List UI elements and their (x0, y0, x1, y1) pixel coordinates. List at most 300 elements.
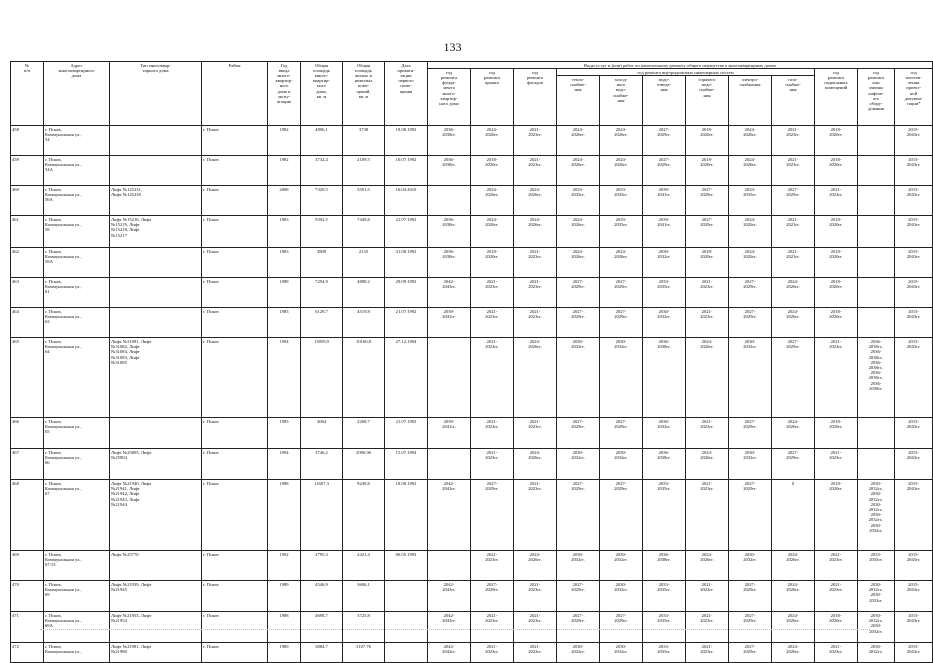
cell-facade: 2024- 2026гг. (514, 186, 557, 216)
cell-n: 468 (11, 480, 44, 551)
cell-facade: 2024- 2026гг. (514, 551, 557, 581)
cell-district: г. Псков (202, 418, 268, 449)
cell-hot: 2027- 2029гг. (686, 186, 729, 216)
cell-roof: 2021- 2023гг. (471, 418, 514, 449)
col-header-electric: электро- снабжения (729, 76, 772, 126)
cell-design: 2015- 2043гг. (895, 156, 933, 186)
cell-facade: 2021- 2023гг. (514, 480, 557, 551)
cell-living: 3738 (343, 126, 385, 156)
cell-facade: 2021- 2023гг. (514, 612, 557, 643)
cell-gas: 2024- 2026гг. (772, 581, 815, 612)
cell-sewer: 2033- 2035гг. (643, 612, 686, 643)
cell-living: 10160,8 (343, 338, 385, 418)
col-header-type: Тип многоквар- тирного дома (110, 62, 202, 126)
col-header-basement: год ремонта подвальных помещений (815, 69, 858, 126)
table-row (11, 126, 933, 156)
cell-sewer: 2039- 2041гг. (643, 186, 686, 216)
cell-roof: 2027- 2029гг. (471, 480, 514, 551)
cell-date: 29.09.1992 (385, 278, 428, 308)
cell-roof: 2021- 2023гг. (471, 449, 514, 480)
cell-foundation (428, 449, 471, 480)
cell-heat: 2027- 2029гг. (557, 308, 600, 338)
table-row (11, 248, 933, 278)
cell-sewer: 2033- 2035гг. (643, 581, 686, 612)
cell-elec: 2027- 2029гг. (729, 612, 772, 643)
cell-hot: 2021- 2023гг. (686, 480, 729, 551)
cell-roof: 2018- 2020гг. (471, 248, 514, 278)
cell-addr: г. Псков, Коммунальная ул., 58А (44, 248, 110, 278)
cell-facade: 2021- 2023гг. (514, 126, 557, 156)
col-header-elevator: год ремонта или замены лифтов- ого обору- дования (858, 69, 895, 126)
cell-area: 4896,1 (301, 126, 343, 156)
cell-roof: 2018- 2020гг. (471, 156, 514, 186)
cell-elec: 2024- 2026гг. (729, 216, 772, 248)
cell-facade: 2021- 2023гг. (514, 156, 557, 186)
cell-area: 3746,2 (301, 449, 343, 480)
cell-cold: 2030- 2032гг. (600, 643, 643, 663)
cell-roof: 2021- 2023гг. (471, 551, 514, 581)
col-header-facade: год ремонта фасадов (514, 69, 557, 126)
cell-foundation: 2036- 2038гг. (428, 156, 471, 186)
cell-lift: 2030- 2032гг., 2030- 2032гг., 2030- 2032гг., 2030- 2032гг., 2030- 2032гг. (858, 480, 895, 551)
cell-foundation: 2039- 2041гг. (428, 308, 471, 338)
cell-year: 1988 (268, 480, 301, 551)
cell-district: г. Псков (202, 449, 268, 480)
table-row (11, 308, 933, 338)
cell-cold: 2027- 2029гг. (600, 418, 643, 449)
cell-lift (858, 278, 895, 308)
cell-roof: 2021- 2023гг. (471, 278, 514, 308)
cell-heat: 2027- 2029гг. (557, 581, 600, 612)
cell-district: г. Псков (202, 278, 268, 308)
cell-area: 4546,9 (301, 581, 343, 612)
cell-n: 471 (11, 612, 44, 643)
table-row (11, 643, 933, 663)
cell-sewer: 2030- 2032гг. (643, 308, 686, 338)
cell-gas: 2024- 2026гг. (772, 418, 815, 449)
cell-sewer: 2036- 2038гг. (643, 449, 686, 480)
col-header-total-area: Общая площадь много- квартир- ного дома, кв. м (301, 62, 343, 126)
cell-cold: 2027- 2029гг. (600, 308, 643, 338)
cell-hot: 2018- 2020гг. (686, 156, 729, 186)
cell-gas: 2021- 2023гг. (772, 156, 815, 186)
cell-living: 7449,8 (343, 216, 385, 248)
cell-hot: 2021- 2023гг. (686, 581, 729, 612)
cell-base: 2021- 2023гг. (815, 186, 858, 216)
cell-type: Лифт №125231, Лифт №125230 (110, 186, 202, 216)
cell-heat: 2030- 2032гг. (557, 643, 600, 663)
cell-type: Лифт №21939, Лифт №21945 (110, 581, 202, 612)
cell-type (110, 418, 202, 449)
cell-district: г. Псков (202, 581, 268, 612)
cell-sewer: 2033- 2035гг. (643, 480, 686, 551)
cell-foundation: 2036- 2038гг. (428, 248, 471, 278)
cell-type: Лифт №21953, Лифт №21954 (110, 612, 202, 643)
cell-living: 4519,8 (343, 308, 385, 338)
cell-type: Лифт №25805, Лифт №25804 (110, 449, 202, 480)
cell-lift: 2030- 2032гг., (858, 643, 895, 663)
table-row (11, 278, 933, 308)
cell-base: 2021- 2023гг. (815, 643, 858, 663)
cell-heat: 2030- 2032гг. (557, 449, 600, 480)
cell-date: 16.04.2010 (385, 186, 428, 216)
cell-living: 2135 (343, 248, 385, 278)
cell-date (385, 612, 428, 643)
cell-sewer: 2036- 2038гг. (643, 338, 686, 418)
cell-heat: 2027- 2029гг. (557, 278, 600, 308)
cell-district: г. Псков (202, 643, 268, 663)
cell-hot: 2018- 2020гг. (686, 248, 729, 278)
cell-sewer: 2030- 2032гг. (643, 248, 686, 278)
cell-design: 2015- 2043гг. (895, 186, 933, 216)
cell-base: 2021- 2023гг. (815, 449, 858, 480)
cell-design: 2015- 2043гг. (895, 308, 933, 338)
cell-cold: 2027- 2029гг. (600, 278, 643, 308)
cell-foundation: 2042- 2043гг. (428, 612, 471, 643)
cell-foundation: 2036- 2038гг. (428, 126, 471, 156)
cell-lift (858, 216, 895, 248)
cell-district: г. Псков (202, 156, 268, 186)
cell-type (110, 126, 202, 156)
cell-date: 21.07.1992 (385, 216, 428, 248)
cell-addr: г. Псков, Коммунальная ул., 56А (44, 186, 110, 216)
cell-elec: 2027- 2029гг. (729, 308, 772, 338)
cell-heat: 2024- 2026гг. (557, 156, 600, 186)
cell-addr: г. Псков, Коммунальная ул., 58 (44, 216, 110, 248)
cell-cold: 2030- 2032гг. (600, 581, 643, 612)
cell-base: 2018- 2020гг. (815, 278, 858, 308)
cell-roof: 2021- 2023гг. (471, 643, 514, 663)
cell-gas: 2027- 2029гг. (772, 186, 815, 216)
cell-type: Лифт №21940, Лифт №21941, Лифт №21942, Лифт №21943, Лифт №21944 (110, 480, 202, 551)
cell-district: г. Псков (202, 612, 268, 643)
table-row (11, 216, 933, 248)
cell-sewer: 2027- 2029гг. (643, 156, 686, 186)
cell-design: 2015- 2043гг. (895, 278, 933, 308)
col-header-heat: тепло- снабже- ния (557, 76, 600, 126)
cell-foundation (428, 186, 471, 216)
cell-roof: 2024- 2026гг. (471, 186, 514, 216)
cell-elec: 2024- 2026гг. (729, 248, 772, 278)
cell-n: 472 (11, 643, 44, 663)
cell-n: 461 (11, 216, 44, 248)
cell-date: 18.08.1992 (385, 126, 428, 156)
cell-addr: г. Псков, Коммунальная ул., 54 (44, 126, 110, 156)
cell-lift (858, 308, 895, 338)
cell-design: 2015- 2043гг. (895, 126, 933, 156)
cell-heat: 2024- 2026гг. (557, 126, 600, 156)
cell-year: 1992 (268, 551, 301, 581)
cell-hot: 2021- 2023гг. (686, 418, 729, 449)
col-header-foundation: год ремонта фунда- мента много- квартир- ного дома (428, 69, 471, 126)
cell-cold: 2027- 2029гг. (600, 480, 643, 551)
cell-roof: 2024- 2026гг. (471, 126, 514, 156)
col-header-gas: газо- снабже- ния (772, 76, 815, 126)
cell-facade: 2024- 2026гг. (514, 338, 557, 418)
table-row (11, 480, 933, 551)
col-header-sewer: водо- отведе- ния (643, 76, 686, 126)
cell-heat: 2027- 2029гг. (557, 480, 600, 551)
cell-living: 3107,76 (343, 643, 385, 663)
table-row (11, 186, 933, 216)
cell-gas: 2021- 2023гг. (772, 216, 815, 248)
table-row (11, 449, 933, 480)
table-row (11, 156, 933, 186)
cell-area: 6129,7 (301, 308, 343, 338)
col-header-district: Район (202, 62, 268, 126)
cell-year: 1988 (268, 278, 301, 308)
cell-facade: 2024- 2026гг. (514, 449, 557, 480)
cell-elec: 2027- 2029гг. (729, 581, 772, 612)
cell-gas: 2021- 2023гг. (772, 248, 815, 278)
cell-year: 1982 (268, 126, 301, 156)
cell-n: 463 (11, 278, 44, 308)
cell-design: 2015- 2043гг. (895, 248, 933, 278)
cell-design: 2015- 2043гг. (895, 216, 933, 248)
capital-repair-table (10, 61, 933, 663)
cell-area: 13059,9 (301, 338, 343, 418)
cell-year: 1989 (268, 581, 301, 612)
cell-area: 9392,5 (301, 216, 343, 248)
cell-base: 2021- 2023гг. (815, 551, 858, 581)
cell-design: 2015- 2043гг. (895, 449, 933, 480)
cell-district: г. Псков (202, 126, 268, 156)
cell-n: 464 (11, 308, 44, 338)
cell-elec: 2030- 2032гг. (729, 449, 772, 480)
cell-type (110, 156, 202, 186)
cell-facade: 2021- 2023гг. (514, 643, 557, 663)
cell-n: 458 (11, 126, 44, 156)
cell-district: г. Псков (202, 216, 268, 248)
cell-lift (858, 186, 895, 216)
cell-n: 469 (11, 551, 44, 581)
cell-base: 2018- 2020гг. (815, 480, 858, 551)
cell-date (385, 581, 428, 612)
cell-district: г. Псков (202, 480, 268, 551)
cell-heat: 2030- 2032гг. (557, 551, 600, 581)
cell-elec: 2027- 2029гг. (729, 643, 772, 663)
col-header-group: Виды услуг и (или) работ по капитальному ремонту общего имущества в многоквартирных домах (428, 62, 933, 69)
cell-area: 7294,9 (301, 278, 343, 308)
cell-addr: г. Псков, Коммунальная ул., (44, 643, 110, 663)
cell-area: 2795,3 (301, 551, 343, 581)
cell-living: 2268,7 (343, 418, 385, 449)
cell-year: 1994 (268, 338, 301, 418)
col-header-privatization-date: Дата привати- зации первого поме- щения (385, 62, 428, 126)
cell-gas: 2024- 2026гг. (772, 643, 815, 663)
cell-cold: 2030- 2032гг. (600, 338, 643, 418)
cell-hot: 2021- 2023гг. (686, 308, 729, 338)
cell-area: 3884,7 (301, 643, 343, 663)
cell-type: Лифт №25770 (110, 551, 202, 581)
cell-year: 1983 (268, 248, 301, 278)
cell-addr: г. Псков, Коммунальная ул., 67/13 (44, 551, 110, 581)
cell-lift: 2033- 2035гг. (858, 551, 895, 581)
cell-type: Лифт №31081, Лифт №31082, Лифт №31084, Лифт №31083, Лифт №31085 (110, 338, 202, 418)
cell-roof: 2021- 2023гг. (471, 338, 514, 418)
cell-addr: г. Псков, Коммунальная ул., 65 (44, 418, 110, 449)
cell-heat: 2024- 2026гг. (557, 248, 600, 278)
cell-design: 2015- 2043гг. (895, 643, 933, 663)
cell-design: 2015- 2043гг. (895, 418, 933, 449)
cell-date: 27.12.1994 (385, 338, 428, 418)
cell-year: 2008 (268, 186, 301, 216)
cell-roof: 2027- 2029гг. (471, 581, 514, 612)
cell-elec: 2030- 2032гг. (729, 338, 772, 418)
cell-base: 2018- 2020гг. (815, 216, 858, 248)
cell-cold: 2033- 2035гг. (600, 216, 643, 248)
bottom-divider (40, 629, 870, 630)
cell-elec: 2033- 2035гг. (729, 186, 772, 216)
cell-gas: 2021- 2023гг. (772, 126, 815, 156)
cell-heat: 2033- 2035гг. (557, 186, 600, 216)
cell-sewer: 2039- 2041гг. (643, 216, 686, 248)
col-header-no: № п/п (11, 62, 44, 126)
cell-date (385, 643, 428, 663)
cell-foundation: 2039- 2041гг. (428, 418, 471, 449)
cell-cold: 2033- 2035гг. (600, 186, 643, 216)
cell-area: 3732,4 (301, 156, 343, 186)
cell-foundation (428, 338, 471, 418)
cell-gas: 0 (772, 480, 815, 551)
cell-base: 2018- 2020гг. (815, 418, 858, 449)
cell-sewer: 2033- 2035гг. (643, 278, 686, 308)
cell-year: 1989 (268, 643, 301, 663)
cell-design: 2015- 2043гг. (895, 480, 933, 551)
cell-district: г. Псков (202, 308, 268, 338)
cell-type: Лифт №21981, Лифт №21980 (110, 643, 202, 663)
cell-design: 2015- 2043гг. (895, 338, 933, 418)
cell-heat: 2024- 2026гг. (557, 216, 600, 248)
cell-elec: 2027- 2029гг. (729, 418, 772, 449)
cell-base: 2018- 2020гг. (815, 126, 858, 156)
cell-date: 21.07.1992 (385, 308, 428, 338)
cell-facade: 2021- 2023гг. (514, 308, 557, 338)
cell-hot: 2021- 2023гг. (686, 612, 729, 643)
cell-addr: г. Псков, Коммунальная ул., 67 (44, 480, 110, 551)
cell-cold: 2027- 2029гг. (600, 612, 643, 643)
cell-lift: 2030- 2032гг., 2030- 2032гг. (858, 581, 895, 612)
cell-n: 466 (11, 418, 44, 449)
cell-elec: 2024- 2026гг. (729, 126, 772, 156)
cell-area: 3809 (301, 248, 343, 278)
cell-area: 4698,7 (301, 612, 343, 643)
cell-year: 1983 (268, 216, 301, 248)
cell-gas: 2027- 2029гг. (772, 449, 815, 480)
cell-date: 06.05.1993 (385, 551, 428, 581)
cell-year: 1982 (268, 156, 301, 186)
col-header-roof: год ремонта крыши (471, 69, 514, 126)
cell-addr: г. Псков, Коммунальная ул., 61 (44, 278, 110, 308)
cell-facade: 2021- 2023гг. (514, 581, 557, 612)
cell-n: 467 (11, 449, 44, 480)
cell-addr: г. Псков, Коммунальная ул., 69А (44, 612, 110, 643)
cell-base: 2018- 2020гг. (815, 156, 858, 186)
cell-addr: г. Псков, Коммунальная ул., 64 (44, 338, 110, 418)
cell-foundation (428, 551, 471, 581)
cell-year: 1985 (268, 418, 301, 449)
cell-roof: 2021- 2023гг. (471, 612, 514, 643)
cell-year: 1985 (268, 308, 301, 338)
table-body (11, 126, 933, 663)
cell-foundation: 2036- 2038гг. (428, 216, 471, 248)
cell-elec: 2027- 2029гг. (729, 480, 772, 551)
cell-roof: 2021- 2023гг. (471, 308, 514, 338)
cell-cold: 2024- 2026гг. (600, 248, 643, 278)
cell-type (110, 278, 202, 308)
cell-hot: 2024- 2026гг. (686, 551, 729, 581)
cell-area: 3064 (301, 418, 343, 449)
cell-cold: 2030- 2032гг. (600, 551, 643, 581)
cell-gas: 2024- 2026гг. (772, 278, 815, 308)
cell-foundation: 2042- 2043гг. (428, 480, 471, 551)
cell-gas: 2024- 2026гг. (772, 551, 815, 581)
cell-addr: г. Псков, Коммунальная ул., 66 (44, 449, 110, 480)
table-row (11, 612, 933, 643)
cell-year: 1988 (268, 612, 301, 643)
cell-hot: 2024- 2026гг. (686, 338, 729, 418)
cell-foundation: 2042- 2043гг. (428, 278, 471, 308)
cell-living: 2421,4 (343, 551, 385, 581)
cell-foundation: 2042- 2043гг. (428, 643, 471, 663)
table-row (11, 338, 933, 418)
cell-hot: 2021- 2023гг. (686, 643, 729, 663)
cell-n: 470 (11, 581, 44, 612)
cell-heat: 2030- 2032гг. (557, 338, 600, 418)
col-header-hot-water: горячего водо- снабже- ния (686, 76, 729, 126)
cell-addr: г. Псков, Коммунальная ул., 69 (44, 581, 110, 612)
cell-area: 7320,5 (301, 186, 343, 216)
cell-lift (858, 156, 895, 186)
cell-type (110, 308, 202, 338)
cell-living: 9249,8 (343, 480, 385, 551)
cell-year: 1994 (268, 449, 301, 480)
cell-lift (858, 418, 895, 449)
cell-date: 18.08.1992 (385, 480, 428, 551)
cell-type (110, 248, 202, 278)
cell-sewer: 2033- 2035гг. (643, 643, 686, 663)
cell-type: Лифт №15216, Лифт №15219, Лифт №15218, Лифт №15217 (110, 216, 202, 248)
cell-facade: 2021- 2023гг. (514, 418, 557, 449)
cell-lift (858, 449, 895, 480)
cell-base: 2018- 2020гг. (815, 248, 858, 278)
cell-gas: 2027- 2029гг. (772, 338, 815, 418)
cell-foundation: 2042- 2043гг. (428, 581, 471, 612)
cell-gas: 2024- 2026гг. (772, 308, 815, 338)
cell-district: г. Псков (202, 551, 268, 581)
cell-lift: 2036- 2038гг., 2036- 2038гг., 2036- 2038гг., 2036- 2038гг., 2036- 2038гг. (858, 338, 895, 418)
cell-hot: 2021- 2023гг. (686, 278, 729, 308)
cell-living: 2996,96 (343, 449, 385, 480)
col-header-living-area: Общая площадь жилых и нежилых поме- щений, кв. м (343, 62, 385, 126)
cell-living: 2109,5 (343, 156, 385, 186)
cell-hot: 2024- 2026гг. (686, 449, 729, 480)
cell-lift (858, 248, 895, 278)
cell-living: 4888,2 (343, 278, 385, 308)
cell-elec: 2027- 2029гг. (729, 278, 772, 308)
cell-living: 3725,8 (343, 612, 385, 643)
col-header-cold-water: холод- ного водо- снабже- ния (600, 76, 643, 126)
cell-cold: 2024- 2026гг. (600, 156, 643, 186)
cell-n: 460 (11, 186, 44, 216)
cell-base: 2018- 2020гг. (815, 612, 858, 643)
cell-living: 5501,5 (343, 186, 385, 216)
cell-hot: 2018- 2020гг. (686, 126, 729, 156)
col-header-address: Адрес многоквартирного дома (44, 62, 110, 126)
cell-base: 2021- 2023гг. (815, 581, 858, 612)
cell-district: г. Псков (202, 248, 268, 278)
cell-design: 2015- 2043гг. (895, 612, 933, 643)
